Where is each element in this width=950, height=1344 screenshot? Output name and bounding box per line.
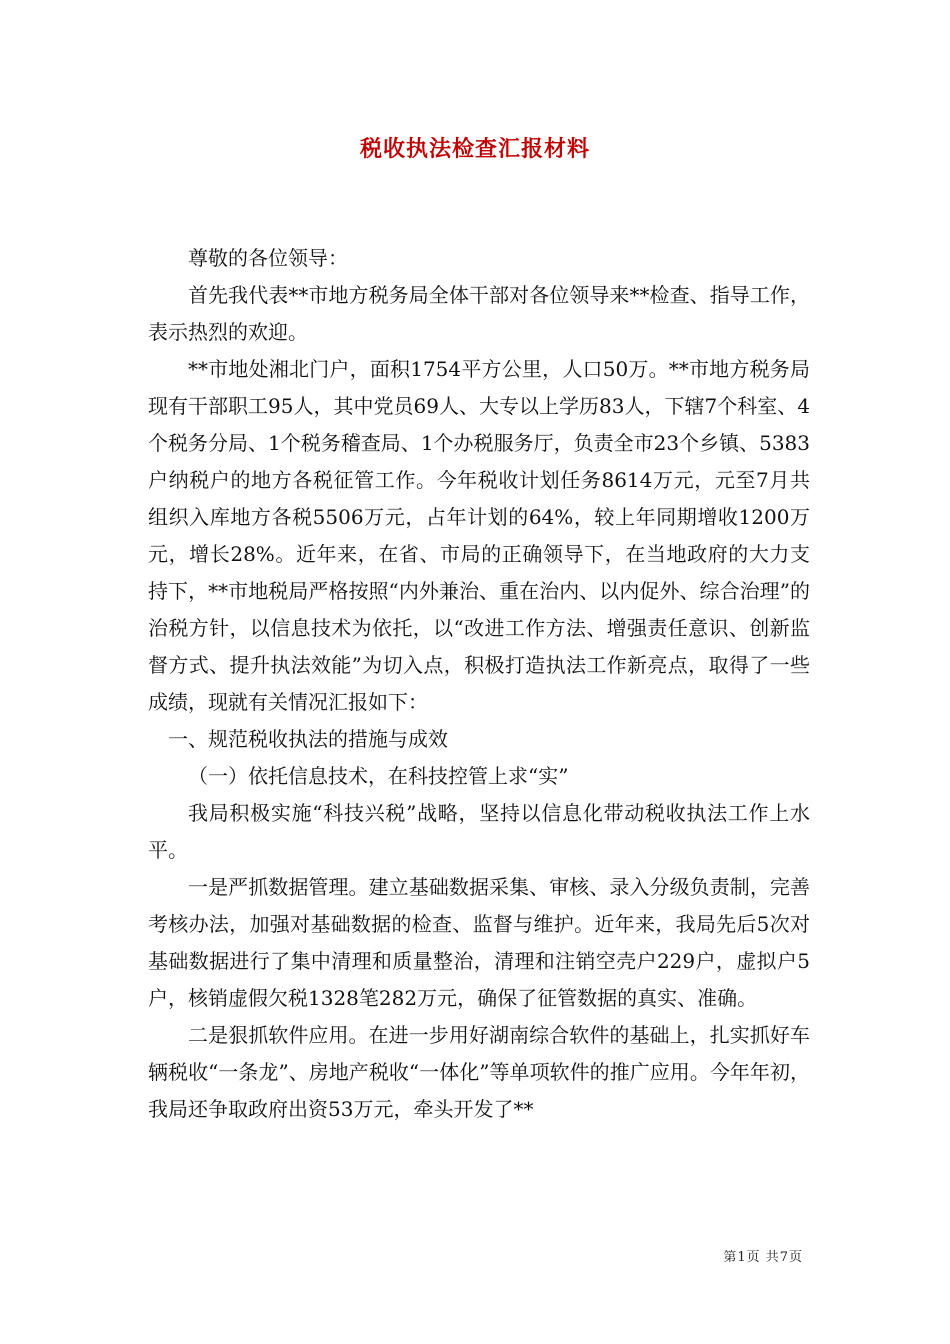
welcome-paragraph: 首先我代表**市地方税务局全体干部对各位领导来**检查、指导工作，表示热烈的欢迎。: [148, 283, 810, 344]
subsection-heading: （一）依托信息技术，在科技控管上求“实”: [188, 764, 569, 788]
document-body: [148, 240, 810, 1128]
software-application-paragraph: 二是狠抓软件应用。在进一步用好湖南综合软件的基础上，扎实抓好车辆税收“一条龙”、房地产税收“一体化”等单项软件的推广应用。今年年初，我局还争取政府出资53万元，牵头开发了**: [148, 1023, 810, 1121]
data-management-paragraph: 一是严抓数据管理。建立基础数据采集、审核、录入分级负责制，完善考核办法，加强对基础数据的检查、监督与维护。近年来，我局先后5次对基础数据进行了集中清理和质量整治，清理和注销空壳户229户，虚拟户5户，核销虚假欠税1328笔282万元，确保了征管数据的真实、准确。: [148, 875, 810, 1010]
page-number: 第1页 共7页: [723, 1250, 803, 1265]
strategy-paragraph: 我局积极实施“科技兴税”战略，坚持以信息化带动税收执法工作上水平。: [148, 801, 810, 862]
document-title: 税收执法检查汇报材料: [359, 136, 590, 162]
salutation-paragraph: 尊敬的各位领导：: [188, 246, 348, 270]
overview-paragraph: **市地处湘北门户，面积1754平方公里，人口50万。**市地方税务局现有干部职工95人，其中党员69人、大专以上学历83人，下辖7个科室、4个税务分局、1个税务稽查局、1个办税服务厅，负责全市23个乡镇、5383户纳税户的地方各税征管工作。今年税收计划任务8614万元，元至7月共组织入库地方各税5506万元，占年计划的64%，较上年同期增收1200万元，增长28%。近年来，在省、市局的正确领导下，在当地政府的大力支持下，**市地税局严格按照“内外兼治、重在治内、以内促外、综合治理”的治税方针，以信息技术为依托，以“改进工作方法、增强责任意识、创新监督方式、提升执法效能”为切入点，积极打造执法工作新亮点，取得了一些成绩，现就有关情况汇报如下：: [148, 357, 810, 714]
section-heading: 一、规范税收执法的措施与成效: [168, 727, 448, 751]
